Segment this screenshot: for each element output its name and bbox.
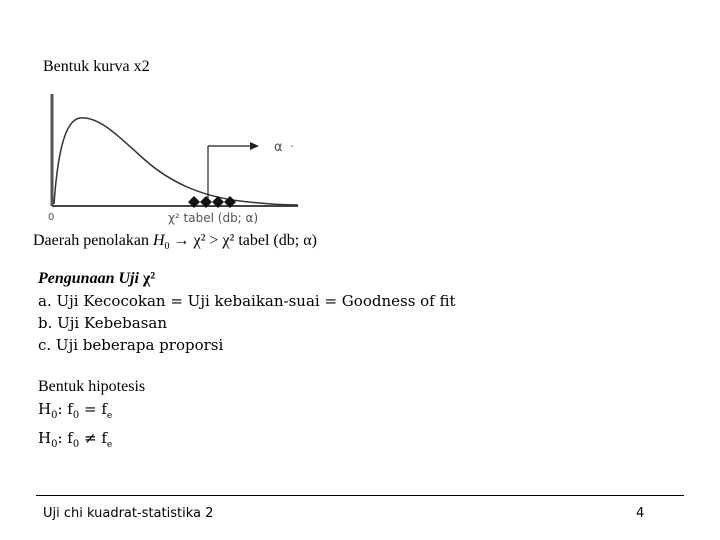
density-curve [54,118,298,205]
hypothesis-line: $H_0$: $f_0 \ne f_e$ [38,429,113,450]
alpha-tail: · [290,140,295,155]
alpha-label: α [274,140,283,155]
uses-item: c. Uji beberapa proporsi [38,336,224,354]
caption-prefix: Daerah penolakan [33,232,149,249]
critical-axis-label: χ² tabel (db; α) [168,211,259,225]
caption-rest: → χ² > χ² tabel (db; α) [173,232,317,249]
slide-title: Bentuk kurva x2 [43,58,150,75]
alpha-arrow-head [250,142,259,150]
caption-h-sub: 0 [164,241,170,253]
rejection-region-caption [33,232,317,252]
chi-square-curve-figure [40,88,310,228]
hypothesis-section [38,376,145,456]
footer-text: Uji chi kuadrat-statistika 2 [43,506,214,521]
hypothesis-heading: Bentuk hipotesis [38,378,146,395]
page-number: 4 [636,506,645,521]
uses-section [38,268,456,356]
uses-heading [38,268,456,290]
uses-item: b. Uji Kebebasan [38,314,168,332]
hypothesis-line: $H_0$: $f_0 = f_e$ [38,400,113,421]
origin-label: 0 [48,212,55,223]
uses-heading-text: Pengunaan Uji [38,270,139,287]
uses-heading-symbol: χ² [142,270,156,287]
footer-divider [36,495,684,496]
caption-h: H [152,232,165,249]
uses-item: a. Uji Kecocokan = Uji kebaikan-suai = Goodness of fit [38,292,456,310]
